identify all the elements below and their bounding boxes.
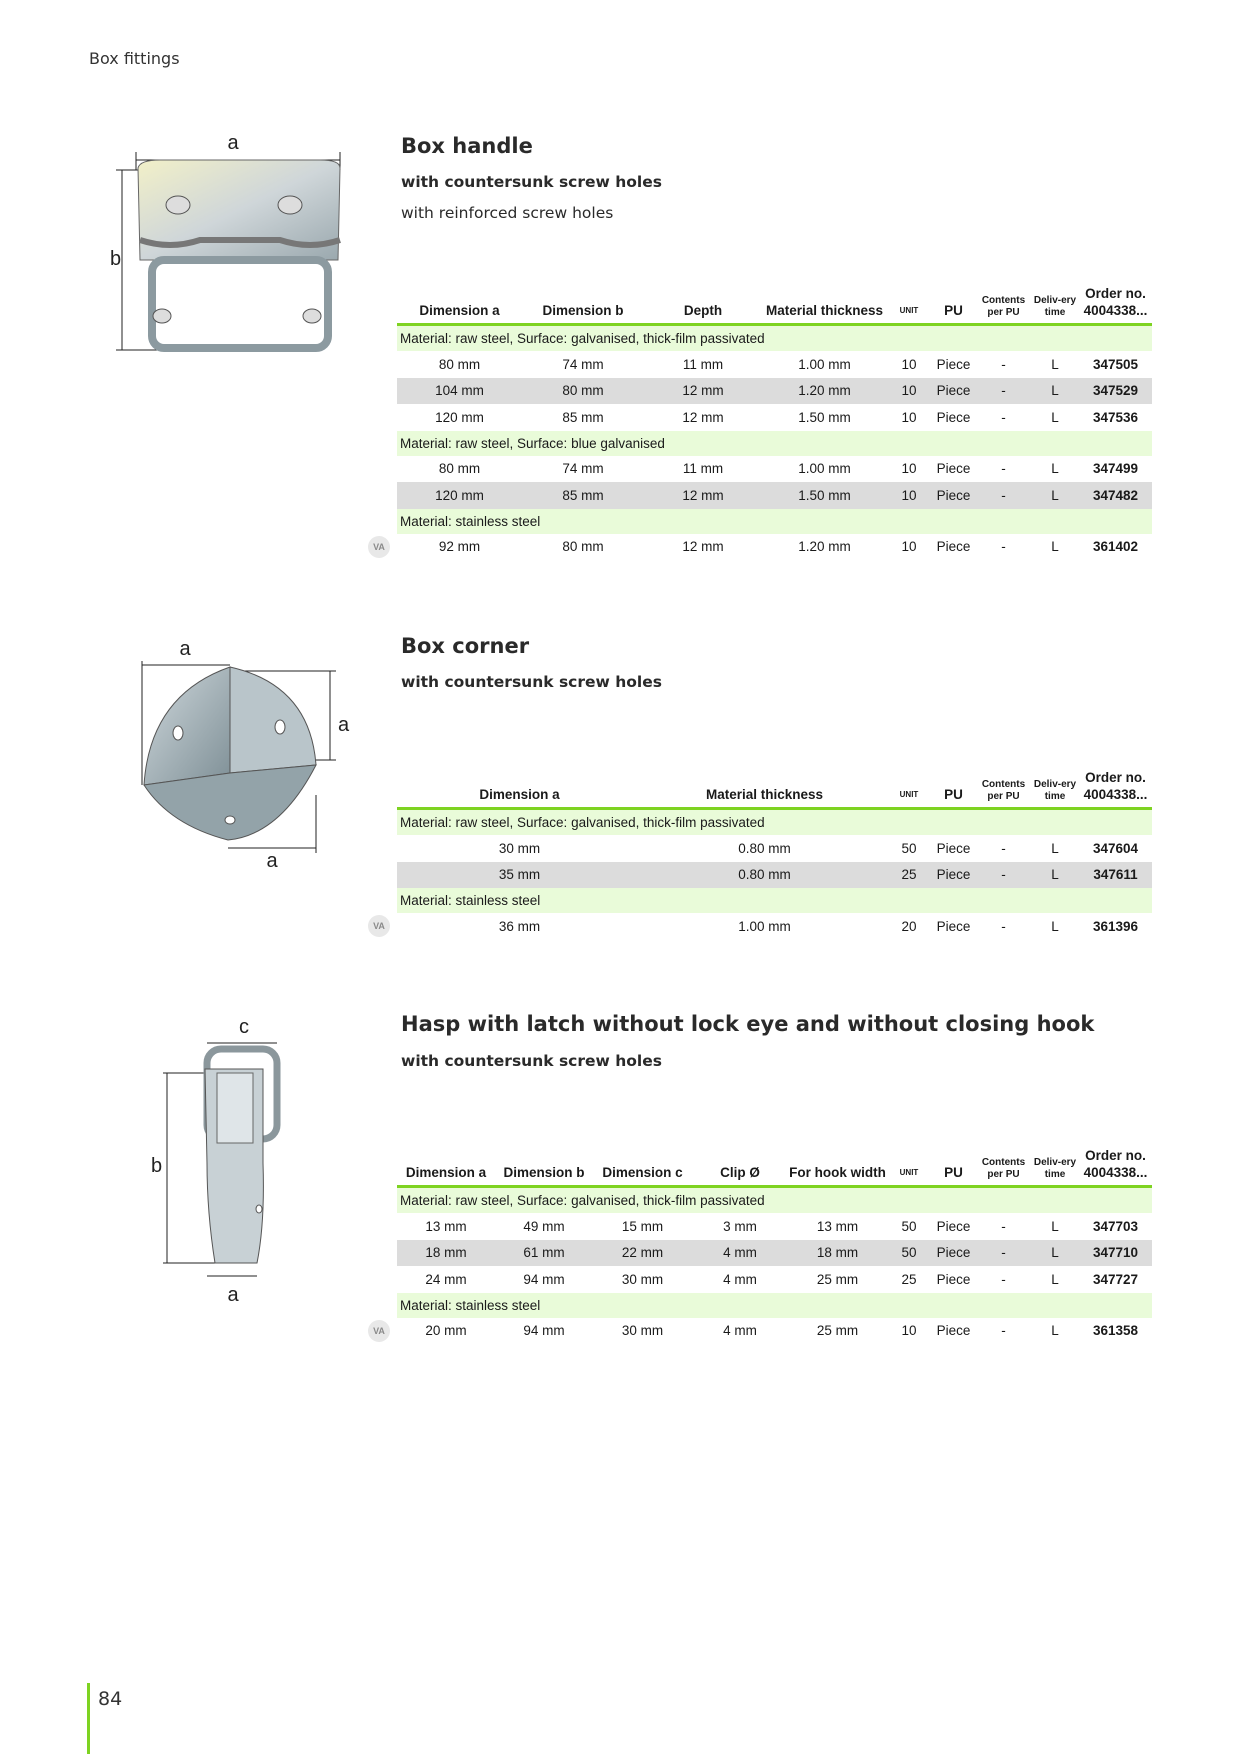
material-row — [397, 888, 1152, 913]
table-cell: 74 mm — [562, 461, 604, 477]
table-cell: 120 mm — [397, 482, 522, 509]
column-header: PU — [931, 1147, 976, 1187]
table-cell: 12 mm — [644, 378, 762, 405]
table-cell: L — [1031, 1240, 1079, 1267]
table-cell: 85 mm — [522, 482, 644, 509]
table-cell: 49 mm — [523, 1218, 565, 1234]
table-cell: Piece — [931, 482, 976, 509]
product-title: Box corner — [401, 634, 530, 658]
table-row — [397, 534, 1152, 561]
table-cell: 4 mm — [692, 1240, 788, 1267]
order-number-cell: 347604 — [1092, 840, 1139, 856]
spec-table — [397, 1147, 1152, 1344]
order-number-cell: 347611 — [1079, 862, 1152, 889]
material-label: Material: stainless steel — [397, 888, 1152, 913]
table-cell: Piece — [936, 539, 971, 555]
table-cell: - — [1001, 918, 1006, 934]
table-cell: Piece — [936, 1323, 971, 1339]
table-cell: Piece — [936, 409, 971, 425]
table-cell: 11 mm — [682, 356, 724, 372]
product-title: Box handle — [401, 134, 533, 158]
table-cell: 74 mm — [562, 356, 604, 372]
table-cell: 50 — [901, 1218, 917, 1234]
table-cell: - — [1001, 1218, 1006, 1234]
table-cell: Piece — [936, 840, 971, 856]
table-row — [397, 1266, 1152, 1293]
table-cell: Piece — [931, 862, 976, 889]
table-cell: 4 mm — [723, 1271, 757, 1287]
product-feature: with countersunk screw holes — [401, 673, 662, 691]
column-header: Material thickness — [642, 769, 887, 809]
table-cell: - — [1001, 539, 1006, 555]
material-label: Material: raw steel, Surface: blue galvanised — [397, 431, 1152, 456]
column-header: Depth — [644, 285, 762, 325]
column-header: UNIT — [887, 769, 931, 809]
column-header: Contents per PU — [976, 285, 1031, 325]
table-cell: 120 mm — [435, 409, 484, 425]
table-cell: Piece — [931, 378, 976, 405]
column-header: For hook width — [788, 1147, 887, 1187]
table-cell: 25 — [887, 862, 931, 889]
table-cell: Piece — [936, 918, 971, 934]
table-cell: 30 mm — [621, 1271, 664, 1287]
table-row — [397, 862, 1152, 889]
table-cell: - — [1001, 840, 1006, 856]
table-row — [397, 378, 1152, 405]
material-row — [397, 809, 1152, 836]
table-cell: - — [976, 1240, 1031, 1267]
column-header: Order no. 4004338... — [1079, 1147, 1152, 1187]
table-cell: 80 mm — [438, 461, 481, 477]
table-cell: Piece — [936, 1271, 971, 1287]
material-row — [397, 509, 1152, 534]
dim-label-a: a — [338, 714, 350, 736]
table-cell: 1.50 mm — [762, 482, 887, 509]
column-header: PU — [931, 769, 976, 809]
table-cell: 15 mm — [621, 1218, 664, 1234]
box-handle-illustration — [100, 130, 350, 380]
table-cell: 30 mm — [621, 1323, 664, 1339]
column-header: Dimension a — [397, 769, 642, 809]
table-row — [397, 482, 1152, 509]
table-cell: L — [1031, 482, 1079, 509]
table-cell: 10 — [901, 461, 917, 477]
table-cell: 18 mm — [397, 1240, 495, 1267]
table-cell: 1.50 mm — [798, 409, 851, 425]
material-label: Material: raw steel, Surface: galvanised, thick-film passivated — [397, 1187, 1152, 1214]
table-cell: 25 mm — [816, 1271, 859, 1287]
table-cell: 0.80 mm — [738, 840, 791, 856]
column-header: UNIT — [887, 1147, 931, 1187]
table-cell: 1.20 mm — [798, 539, 851, 555]
table-row — [397, 456, 1152, 483]
column-header: Dimension b — [522, 285, 644, 325]
column-header: Clip Ø — [692, 1147, 788, 1187]
table-cell: 20 — [901, 918, 917, 934]
column-header: Deliv-ery time — [1031, 769, 1079, 809]
table-cell: 3 mm — [723, 1218, 757, 1234]
table-cell: - — [1001, 409, 1006, 425]
table-cell: L — [1051, 1271, 1059, 1287]
table-cell: L — [1051, 461, 1059, 477]
table-cell: 25 mm — [816, 1323, 859, 1339]
table-cell: 10 — [887, 482, 931, 509]
table-cell: 25 — [901, 1271, 917, 1287]
table-row — [397, 1240, 1152, 1267]
table-row — [397, 1318, 1152, 1345]
stainless-steel-badge: VA — [368, 1320, 390, 1342]
table-cell: 1.20 mm — [762, 378, 887, 405]
section-header: Box fittings — [89, 49, 180, 68]
table-cell: 10 — [887, 378, 931, 405]
column-header: UNIT — [887, 285, 931, 325]
table-cell: 0.80 mm — [642, 862, 887, 889]
table-cell: - — [976, 378, 1031, 405]
hasp-illustration — [145, 1013, 305, 1303]
spec-table — [397, 769, 1152, 940]
dim-label-b: b — [151, 1155, 163, 1177]
table-cell: 80 mm — [562, 539, 604, 555]
table-cell: 10 — [901, 409, 917, 425]
material-row — [397, 1293, 1152, 1318]
table-cell: L — [1051, 840, 1059, 856]
table-cell: 1.00 mm — [798, 461, 851, 477]
table-cell: 18 mm — [788, 1240, 887, 1267]
order-number-cell: 347529 — [1079, 378, 1152, 405]
table-cell: 35 mm — [397, 862, 642, 889]
table-cell: 12 mm — [644, 482, 762, 509]
stainless-steel-badge: VA — [368, 536, 390, 558]
dim-label-b: b — [110, 248, 122, 270]
table-cell: 20 mm — [425, 1323, 467, 1339]
order-number-cell: 347499 — [1092, 461, 1139, 477]
order-number-cell: 347505 — [1092, 356, 1139, 372]
order-number-cell: 347703 — [1092, 1218, 1139, 1234]
table-cell: L — [1051, 1218, 1059, 1234]
box-corner-illustration — [130, 635, 360, 875]
table-row — [397, 404, 1152, 431]
column-header: Dimension c — [593, 1147, 692, 1187]
table-cell: 13 mm — [816, 1218, 859, 1234]
table-cell: L — [1031, 862, 1079, 889]
table-cell: 11 mm — [682, 461, 724, 477]
table-cell: 12 mm — [682, 539, 724, 555]
column-header: Contents per PU — [976, 769, 1031, 809]
product-title: Hasp with latch without lock eye and without closing hook — [401, 1012, 1095, 1036]
material-label: Material: stainless steel — [397, 1293, 1152, 1318]
order-number-cell: 347482 — [1079, 482, 1152, 509]
column-header: Order no. 4004338... — [1079, 285, 1152, 325]
table-cell: 22 mm — [593, 1240, 692, 1267]
table-row — [397, 913, 1152, 940]
table-cell: 10 — [901, 539, 917, 555]
material-row — [397, 431, 1152, 456]
order-number-cell: 361402 — [1092, 539, 1139, 555]
order-number-cell: 361396 — [1092, 918, 1139, 934]
column-header: Contents per PU — [976, 1147, 1031, 1187]
column-header: Order no. 4004338... — [1079, 769, 1152, 809]
table-cell: - — [976, 482, 1031, 509]
product-feature: with countersunk screw holes — [401, 1052, 662, 1070]
page-number: 84 — [98, 1688, 123, 1710]
table-cell: 30 mm — [498, 840, 541, 856]
table-cell: Piece — [936, 356, 971, 372]
table-cell: - — [1001, 356, 1006, 372]
product-feature: with countersunk screw holes — [401, 173, 662, 191]
order-number-cell: 347727 — [1092, 1271, 1139, 1287]
table-cell: Piece — [936, 461, 971, 477]
spec-table — [397, 285, 1152, 560]
material-label: Material: raw steel, Surface: galvanised, thick-film passivated — [397, 809, 1152, 836]
material-row — [397, 325, 1152, 352]
table-cell: 1.00 mm — [798, 356, 851, 372]
table-cell: 10 — [901, 1323, 917, 1339]
column-header: Deliv-ery time — [1031, 1147, 1079, 1187]
table-cell: Piece — [936, 1218, 971, 1234]
table-cell: L — [1031, 378, 1079, 405]
material-row — [397, 1187, 1152, 1214]
table-cell: - — [1001, 1323, 1006, 1339]
table-cell: 36 mm — [498, 918, 541, 934]
table-cell: L — [1051, 409, 1059, 425]
dim-label-a: a — [227, 1284, 239, 1303]
dim-label-a: a — [266, 850, 278, 872]
table-cell: 80 mm — [438, 356, 481, 372]
order-number-cell: 347710 — [1079, 1240, 1152, 1267]
column-header: Deliv-ery time — [1031, 285, 1079, 325]
product-feature: with reinforced screw holes — [401, 204, 614, 222]
stainless-steel-badge: VA — [368, 915, 390, 937]
table-cell: - — [1001, 1271, 1006, 1287]
page-number-bar — [87, 1683, 90, 1754]
table-cell: 94 mm — [523, 1271, 565, 1287]
table-cell: 104 mm — [397, 378, 522, 405]
table-cell: L — [1051, 356, 1059, 372]
table-cell: 24 mm — [425, 1271, 467, 1287]
table-cell: 50 — [901, 840, 917, 856]
order-number-cell: 361358 — [1092, 1323, 1139, 1339]
table-cell: 13 mm — [425, 1218, 467, 1234]
table-cell: L — [1051, 1323, 1059, 1339]
column-header: Dimension a — [397, 1147, 495, 1187]
column-header: Dimension b — [495, 1147, 593, 1187]
table-cell: 94 mm — [523, 1323, 565, 1339]
table-cell: Piece — [931, 1240, 976, 1267]
table-cell: - — [1001, 461, 1006, 477]
table-cell: 92 mm — [438, 539, 481, 555]
column-header: PU — [931, 285, 976, 325]
column-header: Dimension a — [397, 285, 522, 325]
table-cell: 10 — [901, 356, 917, 372]
table-cell: 4 mm — [723, 1323, 757, 1339]
table-row — [397, 835, 1152, 862]
table-cell: L — [1051, 918, 1059, 934]
order-number-cell: 347536 — [1092, 409, 1139, 425]
table-cell: L — [1051, 539, 1059, 555]
table-cell: 85 mm — [562, 409, 604, 425]
dim-label-a: a — [227, 132, 239, 154]
dim-label-c: c — [239, 1016, 249, 1038]
dim-label-a: a — [179, 638, 191, 660]
table-cell: 1.00 mm — [738, 918, 791, 934]
table-cell: 80 mm — [522, 378, 644, 405]
table-row — [397, 1213, 1152, 1240]
table-row — [397, 351, 1152, 378]
table-cell: 50 — [887, 1240, 931, 1267]
table-cell: 12 mm — [682, 409, 724, 425]
table-cell: 61 mm — [495, 1240, 593, 1267]
material-label: Material: raw steel, Surface: galvanised, thick-film passivated — [397, 325, 1152, 352]
column-header: Material thickness — [762, 285, 887, 325]
material-label: Material: stainless steel — [397, 509, 1152, 534]
table-cell: - — [976, 862, 1031, 889]
